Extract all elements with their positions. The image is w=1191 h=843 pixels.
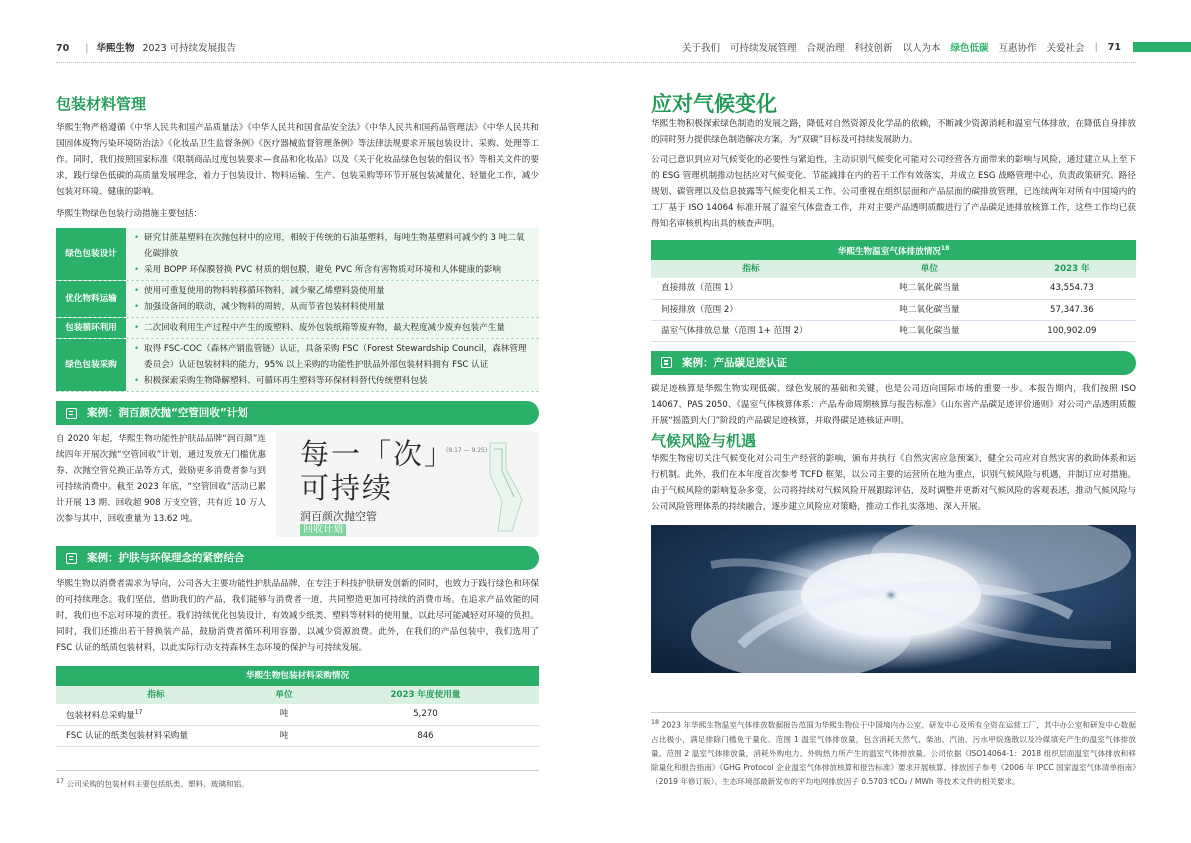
right-footnote bbox=[651, 712, 1136, 789]
row-unit: 吨二氧化碳当量 bbox=[851, 299, 1008, 320]
table-row bbox=[651, 299, 1136, 320]
right-column bbox=[651, 92, 1136, 673]
measure-row bbox=[56, 228, 539, 281]
risk-text: 华熙生物密切关注气候变化对公司生产经营的影响，颁布并执行《自然灾害应急预案》，健全公司应对自然灾害的救助体系和运行机制。此外，我们在本年度首次参考 TCFD 框架，以公司主要的运营所在地为重点，识别气候风险与机遇，并制订应对措施。由于气候风险的影响复杂多变，公司将持续对气候风险开展跟踪评估，及时调整并更新对气候风险的客观表述，推动气候风险与公司风险管理体系的持续融合，逐步建立风险应对策略，推动工作扎实落地、深入开展。 bbox=[651, 453, 1136, 512]
climate-title: 应对气候变化 bbox=[651, 92, 777, 116]
document-icon bbox=[66, 553, 77, 564]
table-row bbox=[56, 725, 539, 746]
packaging-intro: 华熙生物严格遵循《中华人民共和国产品质量法》《中华人民共和国食品安全法》《中华人民共和国药品管理法》《中华人民共和国固体废物污染环境防治法》《化妆品卫生监督条例》《医疗器械监督管理条例》等法律法规要求开展包装设计、采购、处理等工作。同时，我们按照国家标准《限制商品过度包装要求—食品和化妆品》以及《关于化妆品绿色包装的倡议书》等相关文件的要求，践行绿色低碳的高质量发展理念，着力于包装设计、物料运输、生产、包装采购等环节开展包装减量化、轻量化工作，减少包装对环境、健康的影响。 bbox=[56, 123, 539, 197]
packaging-title: 包装材料管理 bbox=[56, 95, 147, 113]
col-header: 指标 bbox=[651, 260, 851, 278]
risk-subtitle: 气候风险与机遇 bbox=[651, 431, 757, 450]
measure-item: • 采用 BOPP 环保膜替换 PVC 材质的烟包膜，避免 PVC 所含有害物质对环境和人体健康的影响 bbox=[132, 262, 533, 278]
carbon-case-text: 碳足迹核算是华熙生物实现低碳、绿色发展的基础和关键，也是公司迈向国际市场的重要一步。本报告期内，我们按照 ISO 14067、PAS 2050、《温室气体核算体系：产品寿命周期核算与报告标准》《山东省产品碳足迹评价通则》对公司产品透明质酸开展“摇篮到大门”阶段的产品碳足迹核算，并取得碳足迹核证声明。 bbox=[651, 383, 1136, 426]
measure-item: • 研究甘蔗基塑料在次抛包材中的应用，相较于传统的石油基塑料，每吨生物基塑料可减少约 3 吨二氧化碳排放 bbox=[132, 230, 533, 262]
left-page-header: 70 | 华熙生物 2023 可持续发展报告 bbox=[56, 43, 237, 54]
banner-headline-2: 可持续 bbox=[300, 471, 394, 505]
nav-item-society[interactable]: 关爱社会 bbox=[1046, 43, 1085, 54]
case2-text: 华熙生物以消费者需求为导向，公司各大主要功能性护肤品品牌，在专注于科技护肤研发创新的同时，也致力于践行绿色和环保的可持续理念。我们坚信，借助我们的产品，我们能够与消费者一道，共同塑造更加可持续的消费市场。在追求产品效能的同时，我们也不忘对环境的责任。我们持续优化包装设计，有效减少纸类、塑料等材料的使用量，以此尽可能减轻对环境的负担。同时，我们还推出若干替换装产品，鼓励消费者循环利用容器，以减少资源浪费。此外，在我们的产品包装中，我们选用了 FSC 认证的纸质包装材料，以此实际行动支持森林生态环境的保护与可持续发展。 bbox=[56, 579, 539, 653]
row-value: 846 bbox=[312, 725, 539, 746]
climate-p1: 华熙生物积极探索绿色制造的发展之路，降低对自然资源及化学品的依赖，不断减少资源消耗和温室气体排放，在降低自身排放的同时努力提供绿色制造解决方案，为“双碳”目标及可持续发展助力。 bbox=[651, 119, 1136, 145]
case2-header bbox=[56, 546, 539, 570]
footnote-number: 17 bbox=[56, 778, 65, 785]
row-name: 直接排放（范围 1） bbox=[651, 278, 851, 299]
case1-banner-image bbox=[276, 431, 539, 537]
ghg-table-caption: 华熙生物温室气体排放情况 bbox=[837, 246, 941, 257]
nav-item-about[interactable]: 关于我们 bbox=[681, 43, 720, 54]
carbon-case-title: 案例：产品碳足迹认证 bbox=[682, 356, 787, 369]
document-icon bbox=[66, 408, 77, 419]
nav-item-governance[interactable]: 合规治理 bbox=[806, 43, 845, 54]
header-divider bbox=[56, 62, 1136, 63]
case1-text: 自 2020 年起，华熙生物功能性护肤品品牌“润百颜”连续四年开展次抛“空管回收”计划，通过发放无门槛优惠券、次抛空管兑换正品等方式，鼓励更多消费者参与到可持续消费中。截至 2023 年底，“空管回收”活动已累计开展 13 期、回收超 908 万支空管，共有近 10 万人次参与其中，回收重量为 13.62 吨。 bbox=[56, 434, 266, 524]
header-accent-bar bbox=[1133, 42, 1191, 52]
row-name: 间接排放（范围 2） bbox=[651, 299, 851, 320]
case1-header bbox=[56, 401, 539, 425]
squeeze-tube-graphic bbox=[472, 439, 532, 535]
report-title: 2023 可持续发展报告 bbox=[142, 43, 237, 54]
row-unit: 吨二氧化碳当量 bbox=[851, 320, 1008, 341]
col-header: 指标 bbox=[56, 686, 256, 704]
row-name: FSC 认证的纸类包装材料采购量 bbox=[56, 725, 256, 746]
document-icon bbox=[661, 357, 672, 368]
measure-item: • 加强设备间的联动，减少物料的周转，从而节省包装材料使用量 bbox=[132, 299, 533, 315]
measure-item: • 积极探索采购生物降解塑料、可循环再生塑料等环保材料替代传统塑料包装 bbox=[132, 373, 533, 389]
nav-item-people[interactable]: 以人为本 bbox=[902, 43, 941, 54]
col-header: 2023 年度使用量 bbox=[312, 686, 539, 704]
row-unit: 吨 bbox=[256, 704, 312, 725]
company-name: 华熙生物 bbox=[96, 43, 135, 54]
row-name: 温室气体排放总量（范围 1+ 范围 2） bbox=[651, 320, 851, 341]
nav-item-green[interactable]: 绿色低碳 bbox=[950, 43, 989, 54]
footnote-marker: 18 bbox=[940, 244, 950, 252]
top-navigation: 关于我们 可持续发展管理 合规治理 科技创新 以人为本 绿色低碳 互惠协作 关爱社会 | 71 bbox=[681, 41, 1121, 54]
packaging-table bbox=[56, 666, 539, 747]
measure-item: • 取得 FSC-COC（森林产销监管链）认证，具备采购 FSC（Forest Stewardship Council，森林管理委员会）认证包装材料的能力，95% 以上采购的功能性护肤品外部包装材料拥有 FSC 认证 bbox=[132, 341, 533, 373]
measure-label: 绿色包装设计 bbox=[56, 228, 126, 280]
banner-sub: 润百颜次抛空管 bbox=[300, 510, 377, 523]
measure-label: 包装循环利用 bbox=[56, 318, 126, 338]
banner-headline: 每一「次」 bbox=[300, 437, 456, 471]
footnote-text: 公司采购的包装材料主要包括纸类、塑料、玻璃和铝。 bbox=[66, 779, 249, 789]
measure-row bbox=[56, 339, 539, 392]
measure-label: 优化物料运输 bbox=[56, 281, 126, 317]
left-column bbox=[56, 96, 539, 747]
measure-item: • 二次回收利用生产过程中产生的废塑料、废外包装纸箱等废弃物，最大程度减少废弃包装产生量 bbox=[132, 320, 533, 336]
ghg-table bbox=[651, 240, 1136, 342]
row-unit: 吨 bbox=[256, 725, 312, 746]
measure-row bbox=[56, 318, 539, 339]
typhoon-satellite-image bbox=[651, 525, 1136, 673]
row-unit: 吨二氧化碳当量 bbox=[851, 278, 1008, 299]
measures-table bbox=[56, 228, 539, 392]
table-row bbox=[651, 278, 1136, 299]
climate-p2: 公司已意识到应对气候变化的必要性与紧迫性，主动识别气候变化可能对公司经营各方面带来的影响与风险，通过建立从上至下的 ESG 管理机制推动包括应对气候变化、节能减排在内的若干工作有效落实，并成立 ESG 战略管理中心，负责政策研究、路径规划、碳管理以及信息披露等气候变化相关工作。公司重视在组织层面和产品层面的碳排放管理，已连续两年对所有中国境内的工厂基于 ISO 14064 标准开展了温室气体盘查工作，并对主要产品透明质酸进行了产品碳足迹排放核算工作，这些工作均已获得知名审核机构出具的核查声明。 bbox=[651, 155, 1136, 229]
carbon-case-header bbox=[651, 351, 1136, 375]
measures-intro: 华熙生物绿色包装行动措施主要包括： bbox=[56, 209, 203, 219]
banner-sub-2: 回收计划 bbox=[300, 524, 346, 536]
footnote-marker: 17 bbox=[134, 708, 143, 716]
measure-label: 绿色包装采购 bbox=[56, 339, 126, 391]
case2-title: 案例：护肤与环保理念的紧密结合 bbox=[87, 552, 245, 564]
measure-item: • 使用可重复使用的物料转移循环物料，减少聚乙烯塑料袋使用量 bbox=[132, 283, 533, 299]
col-header: 单位 bbox=[256, 686, 312, 704]
row-value: 100,902.09 bbox=[1008, 320, 1136, 341]
packaging-table-caption: 华熙生物包装材料采购情况 bbox=[56, 666, 539, 686]
nav-item-cooperation[interactable]: 互惠协作 bbox=[998, 43, 1037, 54]
left-page-number: 70 bbox=[56, 43, 70, 54]
col-header: 2023 年 bbox=[1008, 260, 1136, 278]
row-name: 包装材料总采购量 bbox=[66, 710, 135, 721]
footnote-number: 18 bbox=[651, 719, 660, 726]
row-value: 5,270 bbox=[312, 704, 539, 725]
table-row bbox=[56, 704, 539, 725]
right-page-number: 71 bbox=[1107, 41, 1121, 53]
left-footnote bbox=[56, 770, 539, 792]
table-row bbox=[651, 320, 1136, 341]
banner-date: (9.17 — 9.25) bbox=[446, 447, 488, 454]
col-header: 单位 bbox=[851, 260, 1008, 278]
measure-row bbox=[56, 281, 539, 318]
row-value: 43,554.73 bbox=[1008, 278, 1136, 299]
case1-title: 案例：润百颜次抛“空管回收”计划 bbox=[87, 407, 248, 419]
nav-item-innovation[interactable]: 科技创新 bbox=[854, 43, 893, 54]
footnote-text: 2023 年华熙生物温室气体排放数据报告范围为华熙生物位于中国境内办公室、研发中心及所有全资在运营工厂，其中办公室和研发中心数据占比极小，满足排除门槛免于量化。范围 1 温室气体排放量，包含消耗天然气、柴油、汽油、污水甲烷逸散以及冷媒填充产生的温室气体排放量。范围 2 温室气体排放量，消耗外购电力、外购热力所产生的温室气体排放量。公司依据《ISO14064-1：2018 组织层面温室气体排放和移除量化和报告指南》《GHG Protocol 企业温室气体排放核算和报告标准》要求开展核算。排放因子参考《2006 年 IPCC 国家温室气体清单指南》（2019 年修订版）、生态环境部最新发布的平均电网排放因子 0.5703 tCO₂ / MWh 等技术文件的相关要求。 bbox=[651, 720, 1136, 786]
nav-item-sustainability[interactable]: 可持续发展管理 bbox=[729, 43, 797, 54]
row-value: 57,347.36 bbox=[1008, 299, 1136, 320]
